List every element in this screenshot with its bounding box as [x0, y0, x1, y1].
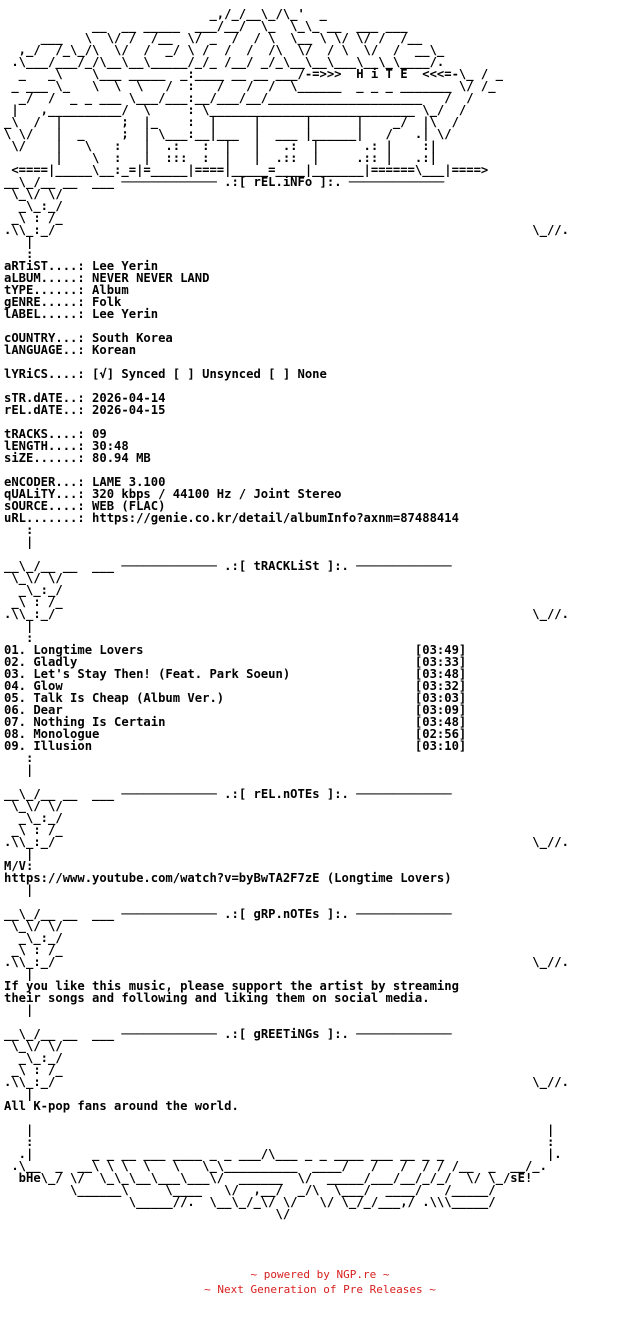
divider-rule: ───────────── [121, 907, 225, 921]
divider-rule: ───────────── [348, 907, 452, 921]
section-rel-notes [4, 788, 569, 896]
footer-credits [0, 1267, 640, 1297]
section-title: .:[ gRP.nOTEs ]:. [224, 907, 349, 921]
section-title: .:[ rEL.nOTEs ]:. [224, 787, 349, 801]
section-ornament: \_\/ \/ _\_:_/ _\ : /_ .\\_:_/ \_//. | : [4, 187, 569, 261]
section-body: aRTiST....: Lee Yerin aLBUM.....: NEVER NEVER LAND tYPE......: Album gENRE.....: Folk lABEL.....: Lee Yerin cOUNTRY...: South Korea lANGUAGE..: Korean lYRiCS....: [√] Synced [ ] Unsynced [ ] None sTR.dATE..: 2026-04-14 rEL.dATE..: 2026-04-15 tRACKS....: 09 lENGTH....: 30:48 siZE......: 80.94 MB eNCODER...: LAME 3.100 qUALiTY...: 320 kbps / 44100 Hz / Joint Stereo sOURCE....: WEB (FLAC) uRL.......: https://genie.co.kr/detail/albumInfo?axnm=87488414 [4, 259, 459, 525]
section-greetings [4, 1028, 569, 1112]
section-ornament: \_\/ \/ _\_:_/ _\ : /_ .\\_:_/ \_//. | [4, 799, 569, 861]
divider-rule: ───────────── [341, 175, 445, 189]
section-divider: __\_/__ __ ___ [4, 907, 122, 921]
section-ornament: \_\/ \/ _\_:_/ _\ : /_ .\\_:_/ \_//. | [4, 919, 569, 981]
section-ornament: | [4, 1003, 34, 1017]
header-ascii-art: _,/_/__\_/\_' _ __ __ _____ ___/__/ \_ \_\_ __ ___ ___ ___ \ \/ / /__ \/ _ / / \ \__ \ \/ \/ / /__ ,_/ /_\_/\ \/ / _/ \ / / / /\ \/ / \ \/ / __\_ .\___/___/_/\__\__\_____/_/_ /__/ _/_\__\__\___\__\_\____/. _ _\ \___ _____ _:____ __ __ ___/-=>>> H i T E <<<=-\_ / _ _ ___ \_ \ \ \ / : / / / \______ _ _ _ _______ \/ /_ _/ / _ _ ___ \___/___:__/___/__/_____________________ / / | ,__________/ \ : \____________________________ \_/ / _\ / | ; |_ : | | | | _/ |\ / \ \/ | _ ; | \___:__|___ | ___ |______| / .| \/ \/ | \ : | .: : | | .: | .: | :| | \ : | ::: : | | .:: | .:: | .:| <====|_____\__:_=|=_____|====|_____=____|_______|======\___|====> [4, 7, 503, 177]
section-grp-notes [4, 908, 569, 1016]
divider-rule: ───────────── [348, 1027, 452, 1041]
tracklist-body: 01. Longtime Lovers [03:49] 02. Gladly [03:33] 03. Let's Stay Then! (Feat. Park Soeun) [03:48] 04. Glow [03:32] 05. Talk Is Cheap (Album Ver.) [03:03] 06. Dear [03:09] 07. Nothing Is Certain [03:48] 08. Monologue [02:56] 09. Illusion [03:10] [4, 643, 467, 753]
section-ornament: | [4, 883, 34, 897]
divider-rule: ───────────── [121, 559, 225, 573]
section-ornament: : | [26, 751, 34, 777]
footer-tagline: ~ Next Generation of Pre Releases ~ [204, 1283, 436, 1296]
divider-rule: ───────────── [121, 787, 225, 801]
section-divider: __\_/__ __ ___ [4, 559, 122, 573]
section-tracklist [4, 560, 569, 776]
section-ornament: \_\/ \/ _\_:_/ _\ : /_ .\\_:_/ \_//. | [4, 1039, 569, 1101]
section-ornament: : | [26, 523, 34, 549]
section-divider: __\_/__ __ ___ [4, 1027, 122, 1041]
nfo-text [4, 8, 569, 1220]
divider-rule: ───────────── [121, 175, 225, 189]
section-rel-info [4, 176, 569, 548]
section-body: All K-pop fans around the world. [4, 1099, 239, 1113]
footer-ascii-art: | | : : .| _ _ __ ___ ____ _ _ ___/\___ _ _ ____ ___ __ _ _ |. .\__ _ __\ \ \ \ \ \_\__________ ____/ / / / / /__ _ __/_. bHe\_/ \/ \_\_\__\___\___\/ ______ \/ _____/___/__/_/_/ \/ \_/sE! \______\ \____ \/ ,__/ _/\ \___/ ____/ /_____/ \_____//. \__\_/_\/ \/ \/ \_/_/___,/ .\\\_____/ \/ [11, 1123, 562, 1221]
divider-rule: ───────────── [348, 787, 452, 801]
section-title: .:[ gREETiNGs ]:. [224, 1027, 349, 1041]
section-title: .:[ tRACKLiSt ]:. [224, 559, 349, 573]
section-title: .:[ rEL.iNFo ]:. [224, 175, 342, 189]
section-ornament: \_\/ \/ _\_:_/ _\ : /_ .\\_:_/ \_//. | : [4, 571, 569, 645]
section-body: If you like this music, please support the artist by streaming their songs and following and liking them on social media. [4, 979, 459, 1005]
section-divider: __\_/__ __ ___ [4, 175, 122, 189]
divider-rule: ───────────── [348, 559, 452, 573]
divider-rule: ───────────── [121, 1027, 225, 1041]
footer-powered-by: ~ powered by NGP.re ~ [250, 1268, 390, 1281]
section-body: M/V: https://www.youtube.com/watch?v=byBwTA2F7zE (Longtime Lovers) [4, 859, 452, 885]
section-divider: __\_/__ __ ___ [4, 787, 122, 801]
